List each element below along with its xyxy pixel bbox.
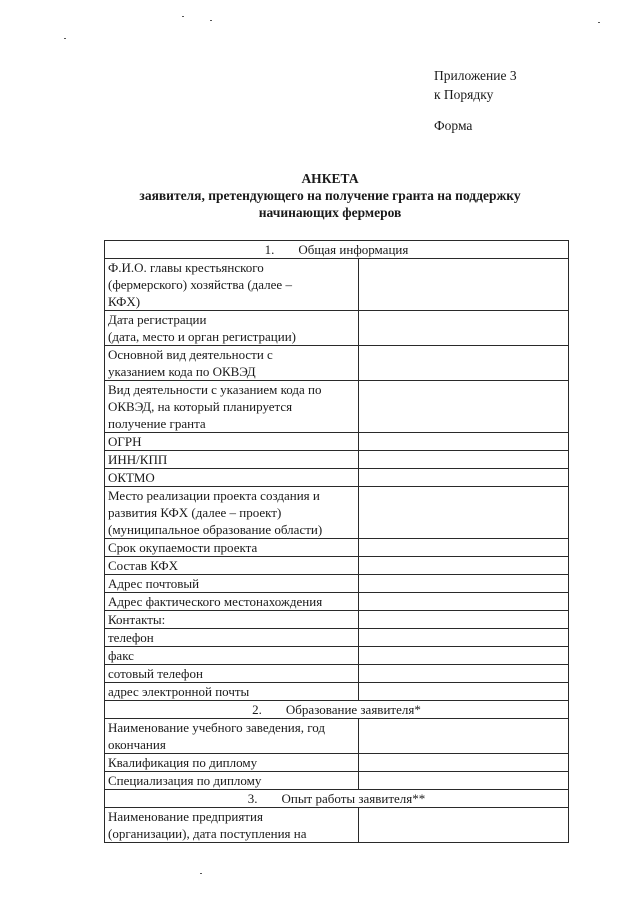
- field-label-line: (дата, место и орган регистрации): [108, 329, 296, 344]
- section-header-row: [105, 241, 569, 259]
- field-label-line: указанием кода по ОКВЭД: [108, 364, 256, 379]
- section-title: Общая информация: [298, 242, 409, 257]
- field-label-line: получение гранта: [108, 416, 206, 431]
- scan-speck: [598, 22, 600, 23]
- section-title: Опыт работы заявителя**: [281, 791, 426, 806]
- field-label-line: (организации), дата поступления на: [108, 826, 307, 841]
- title-line: начинающих фермеров: [258, 205, 402, 220]
- field-label-cell: [105, 575, 359, 593]
- document-title: [100, 170, 560, 221]
- field-label-line: Состав КФХ: [108, 558, 179, 573]
- field-label-cell: [105, 539, 359, 557]
- field-value-cell: [359, 593, 569, 611]
- field-label-cell: [105, 451, 359, 469]
- scan-speck: [200, 873, 202, 874]
- field-label-line: ОКТМО: [108, 470, 155, 485]
- scan-speck: [210, 20, 212, 21]
- field-label-line: Основной вид деятельности с: [108, 347, 273, 362]
- table-row: [105, 665, 569, 683]
- table-row: [105, 311, 569, 346]
- field-label-cell: [105, 433, 359, 451]
- field-value-cell: [359, 433, 569, 451]
- field-label-cell: [105, 754, 359, 772]
- field-label-cell: [105, 772, 359, 790]
- field-label-cell: [105, 629, 359, 647]
- section-header-cell: [105, 241, 569, 259]
- table-row: [105, 381, 569, 433]
- field-value-cell: [359, 557, 569, 575]
- field-value-cell: [359, 772, 569, 790]
- field-value-cell: [359, 611, 569, 629]
- table-row: [105, 451, 569, 469]
- field-value-cell: [359, 575, 569, 593]
- field-value-cell: [359, 469, 569, 487]
- field-label-line: Срок окупаемости проекта: [108, 540, 258, 555]
- field-label-line: телефон: [108, 630, 154, 645]
- field-label-cell: [105, 683, 359, 701]
- field-value-cell: [359, 808, 569, 843]
- field-label-cell: [105, 719, 359, 754]
- field-value-cell: [359, 487, 569, 539]
- table-row: [105, 469, 569, 487]
- appendix-line: к Порядку: [434, 87, 494, 102]
- section-header-cell: [105, 790, 569, 808]
- section-header-row: [105, 701, 569, 719]
- field-value-cell: [359, 754, 569, 772]
- table-row: [105, 719, 569, 754]
- table-row: [105, 433, 569, 451]
- field-label-line: Контакты:: [108, 612, 166, 627]
- field-label-line: Адрес фактического местонахождения: [108, 594, 323, 609]
- field-label-line: ОКВЭД, на который планируется: [108, 399, 293, 414]
- field-label-cell: [105, 381, 359, 433]
- section-number: 1.: [264, 242, 275, 257]
- field-label-line: факс: [108, 648, 134, 663]
- table-row: [105, 772, 569, 790]
- field-label-line: Вид деятельности с указанием кода по: [108, 382, 322, 397]
- field-label-cell: [105, 647, 359, 665]
- table-row: [105, 611, 569, 629]
- field-label-cell: [105, 311, 359, 346]
- table-row: [105, 259, 569, 311]
- field-label-line: Квалификация по диплому: [108, 755, 258, 770]
- field-value-cell: [359, 451, 569, 469]
- field-label-line: КФХ): [108, 294, 141, 309]
- field-label-line: сотовый телефон: [108, 666, 203, 681]
- field-label-cell: [105, 487, 359, 539]
- field-value-cell: [359, 683, 569, 701]
- field-label-line: ИНН/КПП: [108, 452, 168, 467]
- field-label-line: Место реализации проекта создания и: [108, 488, 320, 503]
- table-row: [105, 629, 569, 647]
- field-value-cell: [359, 719, 569, 754]
- field-label-cell: [105, 557, 359, 575]
- field-value-cell: [359, 647, 569, 665]
- field-value-cell: [359, 381, 569, 433]
- field-value-cell: [359, 311, 569, 346]
- field-label-line: Адрес почтовый: [108, 576, 200, 591]
- table-row: [105, 487, 569, 539]
- table-row: [105, 593, 569, 611]
- table-row: [105, 539, 569, 557]
- section-title: Образование заявителя*: [285, 702, 421, 717]
- field-label-cell: [105, 808, 359, 843]
- field-label-cell: [105, 259, 359, 311]
- section-number: 2.: [252, 702, 262, 717]
- field-label-line: (муниципальное образование области): [108, 522, 323, 537]
- appendix-note: [434, 66, 517, 104]
- table-row: [105, 754, 569, 772]
- appendix-line: Приложение 3: [434, 68, 517, 83]
- section-number: 3.: [247, 791, 258, 806]
- scan-speck: [64, 38, 66, 39]
- table-row: [105, 683, 569, 701]
- field-label-line: Специализация по диплому: [108, 773, 262, 788]
- section-header-cell: [105, 701, 569, 719]
- scan-speck: [182, 16, 184, 17]
- field-value-cell: [359, 346, 569, 381]
- table-row: [105, 557, 569, 575]
- title-line: заявителя, претендующего на получение гранта на поддержку: [139, 188, 521, 203]
- table-row: [105, 575, 569, 593]
- field-value-cell: [359, 539, 569, 557]
- field-label-line: ОГРН: [108, 434, 142, 449]
- questionnaire-table: [104, 240, 569, 843]
- field-label-cell: [105, 469, 359, 487]
- field-label-cell: [105, 665, 359, 683]
- field-label-line: (фермерского) хозяйства (далее –: [108, 277, 292, 292]
- table-row: [105, 647, 569, 665]
- field-label-line: адрес электронной почты: [108, 684, 250, 699]
- field-value-cell: [359, 259, 569, 311]
- title-line: АНКЕТА: [301, 171, 359, 186]
- field-label-line: окончания: [108, 737, 166, 752]
- field-label-line: Наименование предприятия: [108, 809, 263, 824]
- field-value-cell: [359, 629, 569, 647]
- field-label-line: развития КФХ (далее – проект): [108, 505, 282, 520]
- field-value-cell: [359, 665, 569, 683]
- table-row: [105, 808, 569, 843]
- field-label-cell: [105, 611, 359, 629]
- field-label-cell: [105, 346, 359, 381]
- field-label-line: Дата регистрации: [108, 312, 207, 327]
- field-label-line: Наименование учебного заведения, год: [108, 720, 325, 735]
- field-label-cell: [105, 593, 359, 611]
- field-label-line: Ф.И.О. главы крестьянского: [108, 260, 264, 275]
- section-header-row: [105, 790, 569, 808]
- table-row: [105, 346, 569, 381]
- form-label: Форма: [434, 118, 473, 133]
